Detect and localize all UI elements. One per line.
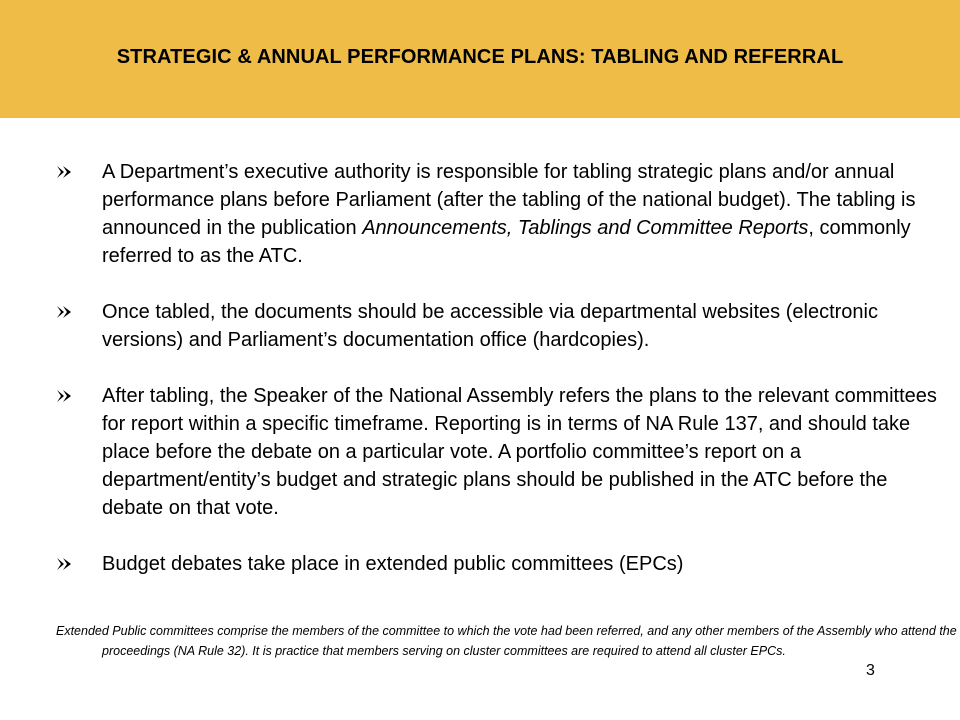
publication-title: Announcements, Tablings and Committee Reports [362, 217, 809, 239]
bullet-text: A Department’s executive authority is responsible for tabling strategic plans and/or annual performance plans before Parliament (after the tabling of the national budget). The tabling is announced in the publication Announcements, Tablings and Committee Reports, commonly referred to as the ATC. [102, 161, 916, 267]
arrow-bullet-icon [56, 158, 80, 186]
bullet-list [56, 158, 946, 578]
arrow-bullet-icon [56, 550, 80, 578]
arrow-bullet-icon [56, 382, 80, 410]
bullet-item [56, 298, 946, 354]
slide-title: STRATEGIC & ANNUAL PERFORMANCE PLANS: TABLING AND REFERRAL [116, 46, 844, 68]
footnote: Extended Public committees comprise the members of the committee to which the vote had been referred, and any other members of the Assembly who attend the proceedings (NA Rule 32). It is practice that members serving on cluster committees are required to attend all cluster EPCs. [56, 624, 957, 658]
bullet-text: Budget debates take place in extended public committees (EPCs) [102, 553, 684, 575]
bullet-item [56, 382, 946, 522]
bullet-item [56, 550, 946, 578]
bullet-text: Once tabled, the documents should be accessible via departmental websites (electronic versions) and Parliament’s documentation office (hardcopies). [102, 301, 878, 351]
bullet-item [56, 158, 946, 270]
page-number: 3 [866, 662, 875, 679]
bullet-text: After tabling, the Speaker of the National Assembly refers the plans to the relevant committees for report within a specific timeframe. Reporting is in terms of NA Rule 137, and should take place before the debate on a particular vote. A portfolio committee’s report on a department/entity’s budget and strategic plans should be published in the ATC before the debate on that vote. [102, 385, 937, 519]
arrow-bullet-icon [56, 298, 80, 326]
